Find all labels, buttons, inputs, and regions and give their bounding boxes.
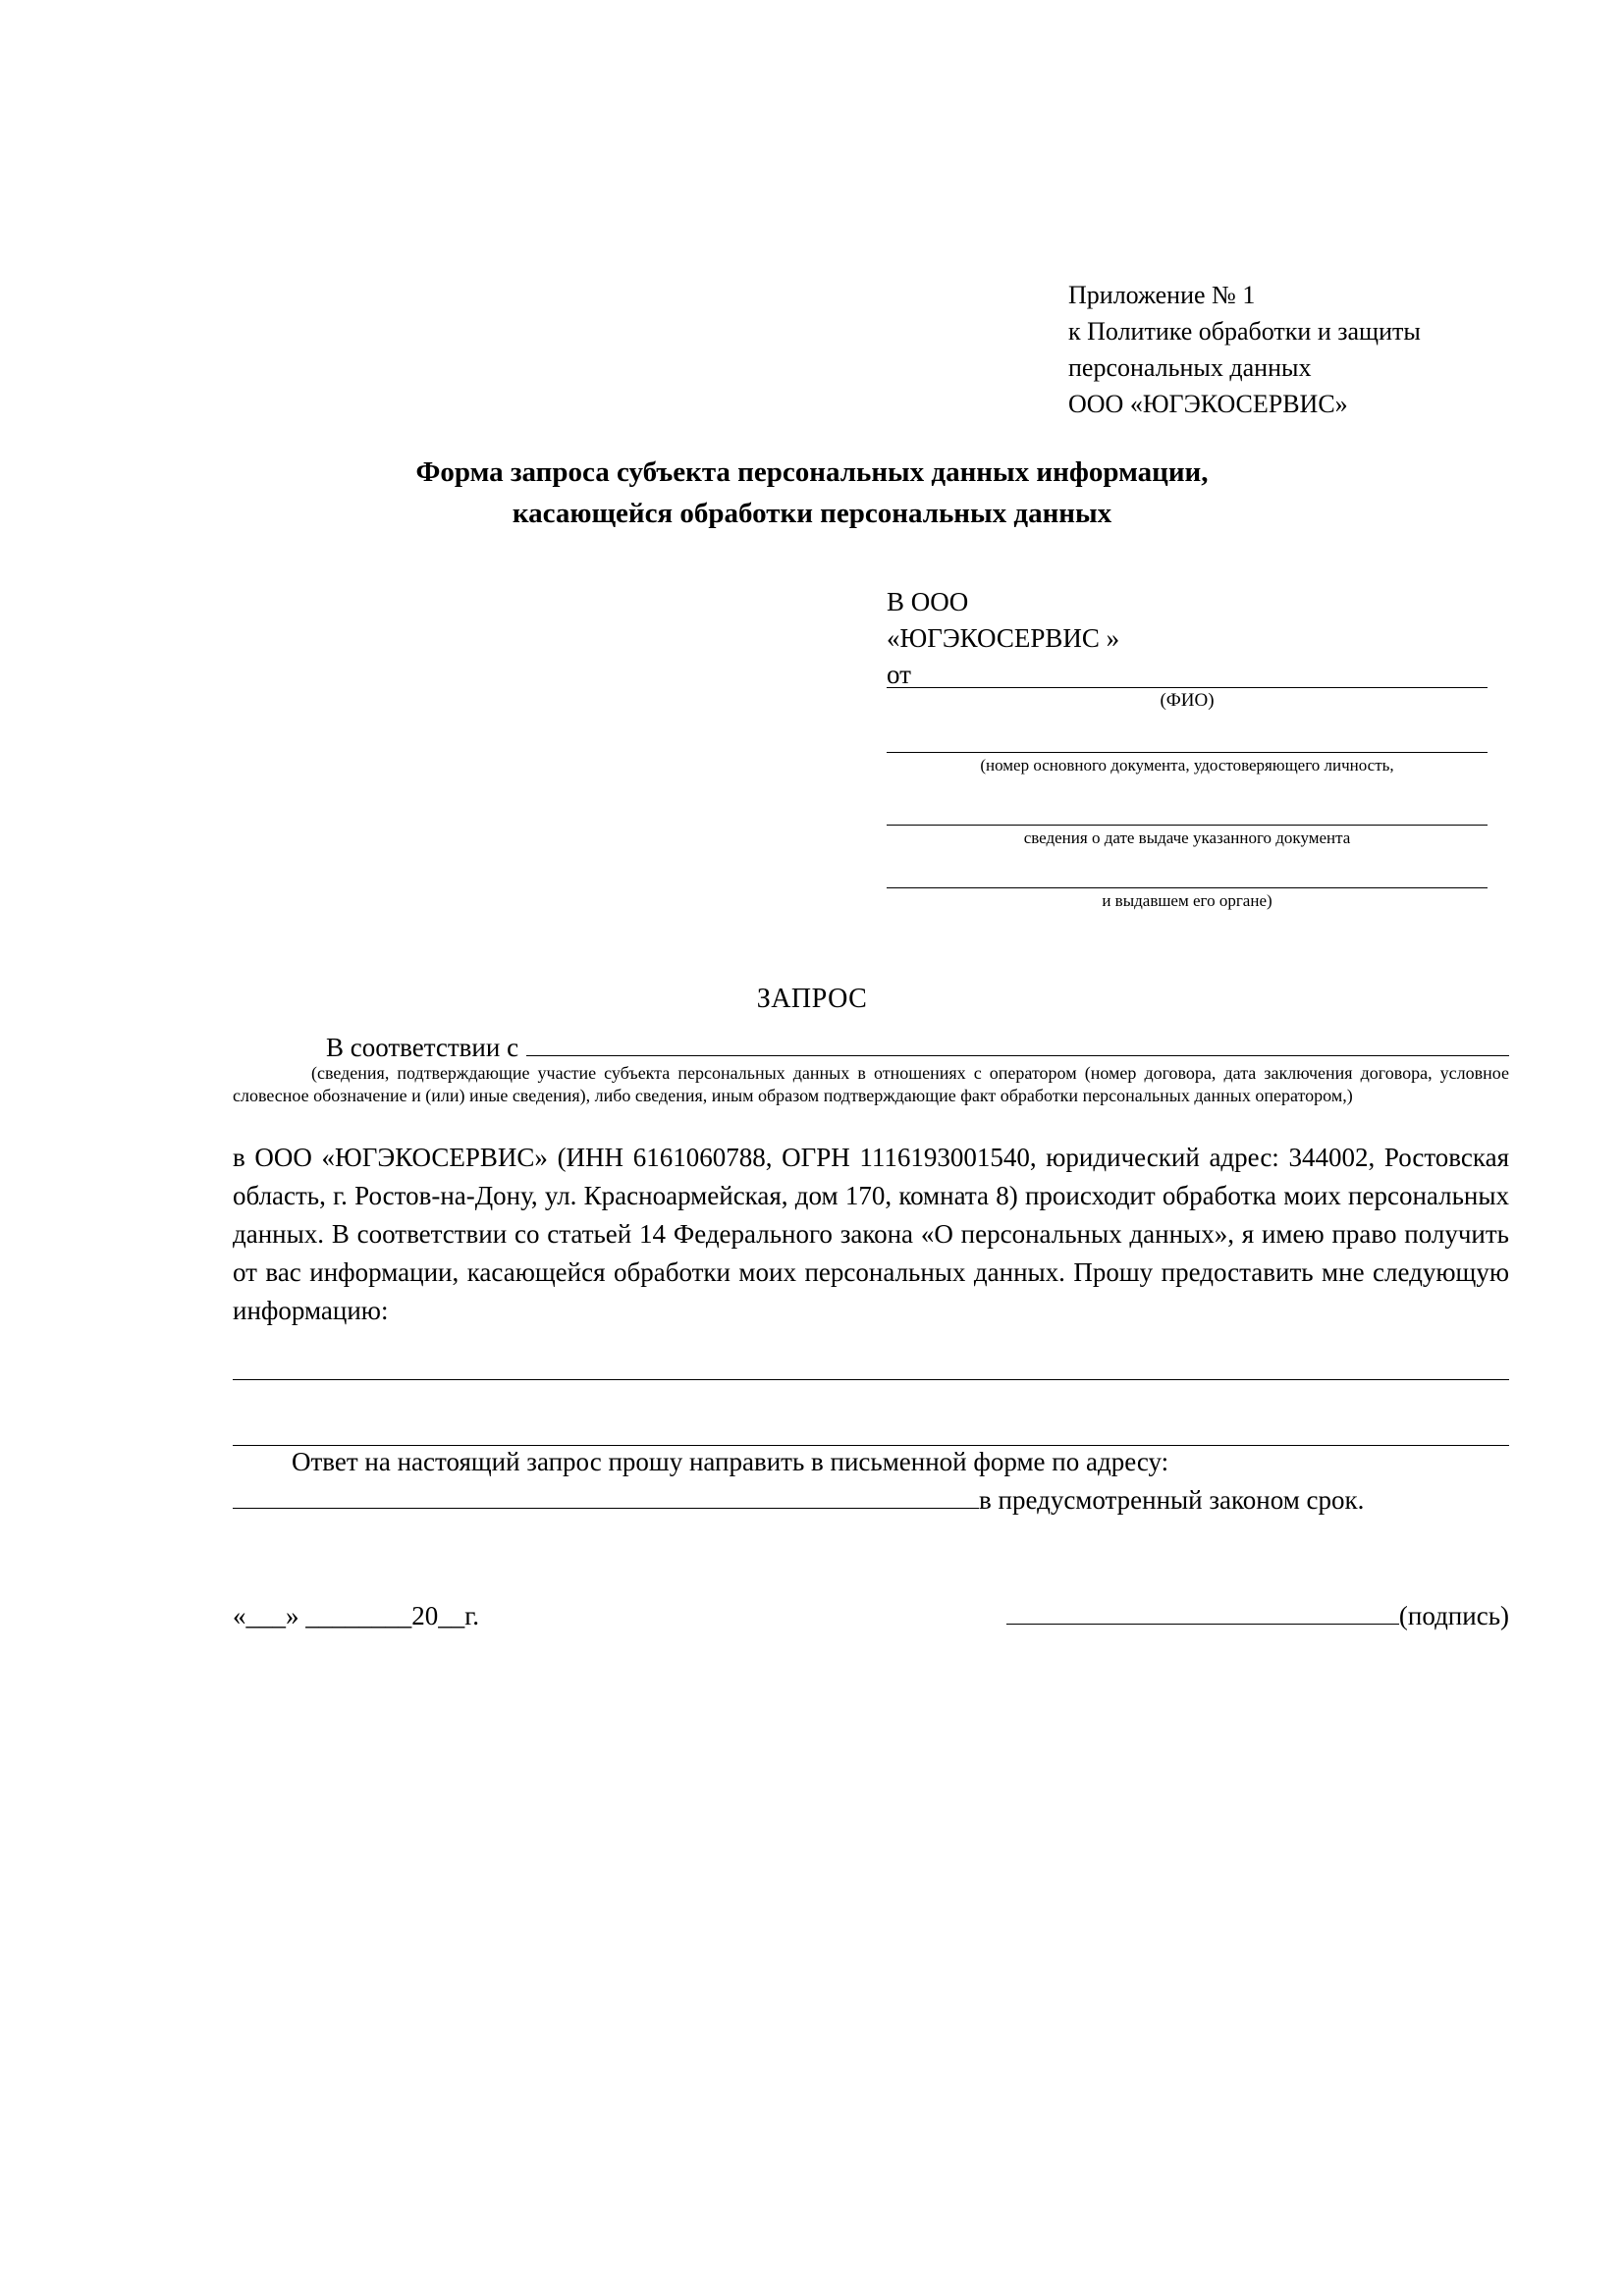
field-fio[interactable] bbox=[887, 687, 1488, 712]
request-note-text: (сведения, подтверждающие участие субъекта персональных данных в отношениях с оператором (номер договора, дата заключения договора, условное словесное обозначение и (или) иные сведения), либо сведения, иным образом подтверждающие факт обработки персональных данных оператором,) bbox=[233, 1063, 1509, 1105]
signature-line[interactable] bbox=[1006, 1600, 1399, 1625]
request-body bbox=[233, 1139, 1509, 1330]
page-title-line-2: касающейся обработки персональных данных bbox=[512, 498, 1112, 529]
answer-address-tail: в предусмотренный законом срок. bbox=[979, 1485, 1365, 1515]
request-note bbox=[233, 1062, 1509, 1107]
appendix-line-1: Приложение № 1 bbox=[1068, 281, 1256, 309]
field-document-date[interactable] bbox=[887, 825, 1488, 849]
field-fio-caption: (ФИО) bbox=[1160, 690, 1215, 711]
signature-date-field[interactable]: «___» ________20__г. bbox=[233, 1601, 480, 1630]
appendix-line-4: ООО «ЮГЭКОСЕРВИС» bbox=[1068, 390, 1348, 418]
request-intro-field[interactable] bbox=[526, 1034, 1509, 1056]
appendix-line-3: персональных данных bbox=[1068, 353, 1312, 382]
page-title-line-1: Форма запроса субъекта персональных данных информации, bbox=[415, 456, 1209, 488]
answer-address-row bbox=[233, 1484, 1509, 1516]
request-body-text: в ООО «ЮГЭКОСЕРВИС» (ИНН 6161060788, ОГРН 1116193001540, юридический адрес: 344002, Ростовская область, г. Ростов-на-Дону, ул. Красноармейская, дом 170, комната 8) происходит обработка моих персональных данных. В соответствии со статьей 14 Федерального закона «О персональных данных», я имею право получить от вас информации, касающейся обработки моих персональных данных. Прошу предоставить мне следующую информацию: bbox=[233, 1143, 1509, 1325]
request-intro-label: В соответствии с bbox=[326, 1033, 519, 1062]
answer-text: Ответ на настоящий запрос прошу направить в письменной форме по адресу: bbox=[292, 1447, 1169, 1476]
request-info-line-1[interactable] bbox=[233, 1379, 1509, 1380]
appendix-line-2: к Политике обработки и защиты bbox=[1068, 317, 1421, 346]
addressee-org-line-1: В ООО bbox=[887, 587, 969, 616]
field-document-authority[interactable] bbox=[887, 887, 1488, 912]
field-document-number-caption: (номер основного документа, удостоверяющего личность, bbox=[980, 756, 1394, 774]
addressee-from-label: от bbox=[887, 660, 911, 689]
addressee-block bbox=[887, 584, 1486, 693]
answer-address-field[interactable] bbox=[233, 1484, 979, 1509]
signature-label: (подпись) bbox=[1398, 1601, 1509, 1630]
signature-row bbox=[233, 1600, 1509, 1631]
appendix-header bbox=[1068, 277, 1579, 422]
request-intro-row bbox=[233, 1031, 1509, 1064]
addressee-org-line-2: «ЮГЭКОСЕРВИС » bbox=[887, 623, 1120, 653]
field-document-authority-caption: и выдавшем его органе) bbox=[1102, 891, 1272, 910]
page-title bbox=[233, 452, 1391, 534]
field-document-date-caption: сведения о дате выдаче указанного документа bbox=[1023, 828, 1351, 847]
request-heading: ЗАПРОС bbox=[756, 984, 868, 1014]
field-document-number[interactable] bbox=[887, 752, 1488, 776]
